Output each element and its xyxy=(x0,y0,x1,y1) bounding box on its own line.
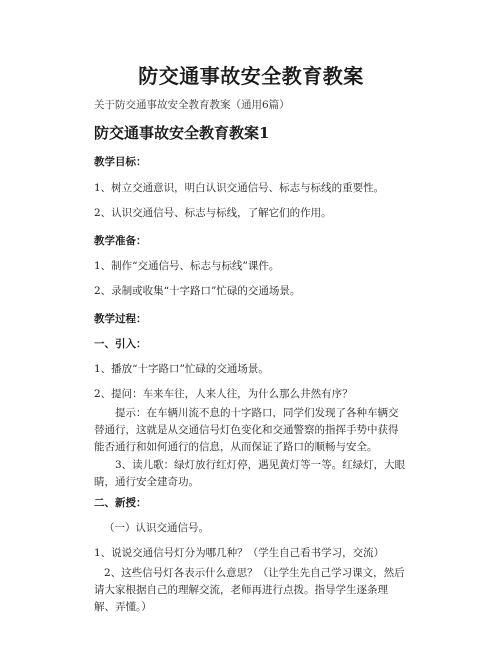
hint-paragraph: 提示：在车辆川流不息的十字路口，同学们发现了各种车辆交替通行，这就是从交通信号灯色变化和交通警察的指挥手势中获得能否通行和如何通行的信息，从而保证了路口的顺畅与安全。 xyxy=(94,407,399,453)
document-title: 防交通事故安全教育教案 xyxy=(138,64,364,88)
prep-heading: 教学准备： xyxy=(94,235,147,247)
goals-heading: 教学目标： xyxy=(94,156,147,168)
new-lesson-heading: 二、新授： xyxy=(94,497,147,509)
document-subtitle: 关于防交通事故安全教育教案（通用6篇） xyxy=(94,99,290,111)
song-paragraph: 3、读儿歌：绿灯放行红灯停，遇见黄灯等一等。红绿灯，大眼睛，通行安全建奇功。 xyxy=(94,459,406,488)
new-item-1: 1、说说交通信号灯分为哪几种？（学生自己看书学习，交流） xyxy=(94,547,385,559)
goal-item-2: 2、认识交通信号、标志与标线，了解它们的作用。 xyxy=(94,207,332,219)
prep-item-2: 2、录制或收集“十字路口”忙碌的交通场景。 xyxy=(94,285,301,297)
process-heading: 教学过程： xyxy=(94,313,147,325)
intro-item-2: 2、提问：车来车往，人来人往，为什么那么井然有序？ xyxy=(94,388,353,400)
new-lesson-subheading: （一）认识交通信号。 xyxy=(104,522,209,534)
section-title: 防交通事故安全教育教案1 xyxy=(94,124,270,142)
intro-item-1: 1、播放“十字路口”忙碌的交通场景。 xyxy=(94,363,269,375)
prep-item-1: 1、制作“交通信号、标志与标线”课件。 xyxy=(94,260,280,272)
intro-heading: 一、引入： xyxy=(94,338,147,350)
goal-item-1: 1、树立交通意识，明白认识交通信号、标志与标线的重要性。 xyxy=(94,182,385,194)
new-item-2-paragraph: 2、这些信号灯各表示什么意思？（让学生先自己学习课文，然后请大家根据自己的理解交流，老师再进行点拨。指导学生逐条理解、弄懂。） xyxy=(94,567,405,613)
